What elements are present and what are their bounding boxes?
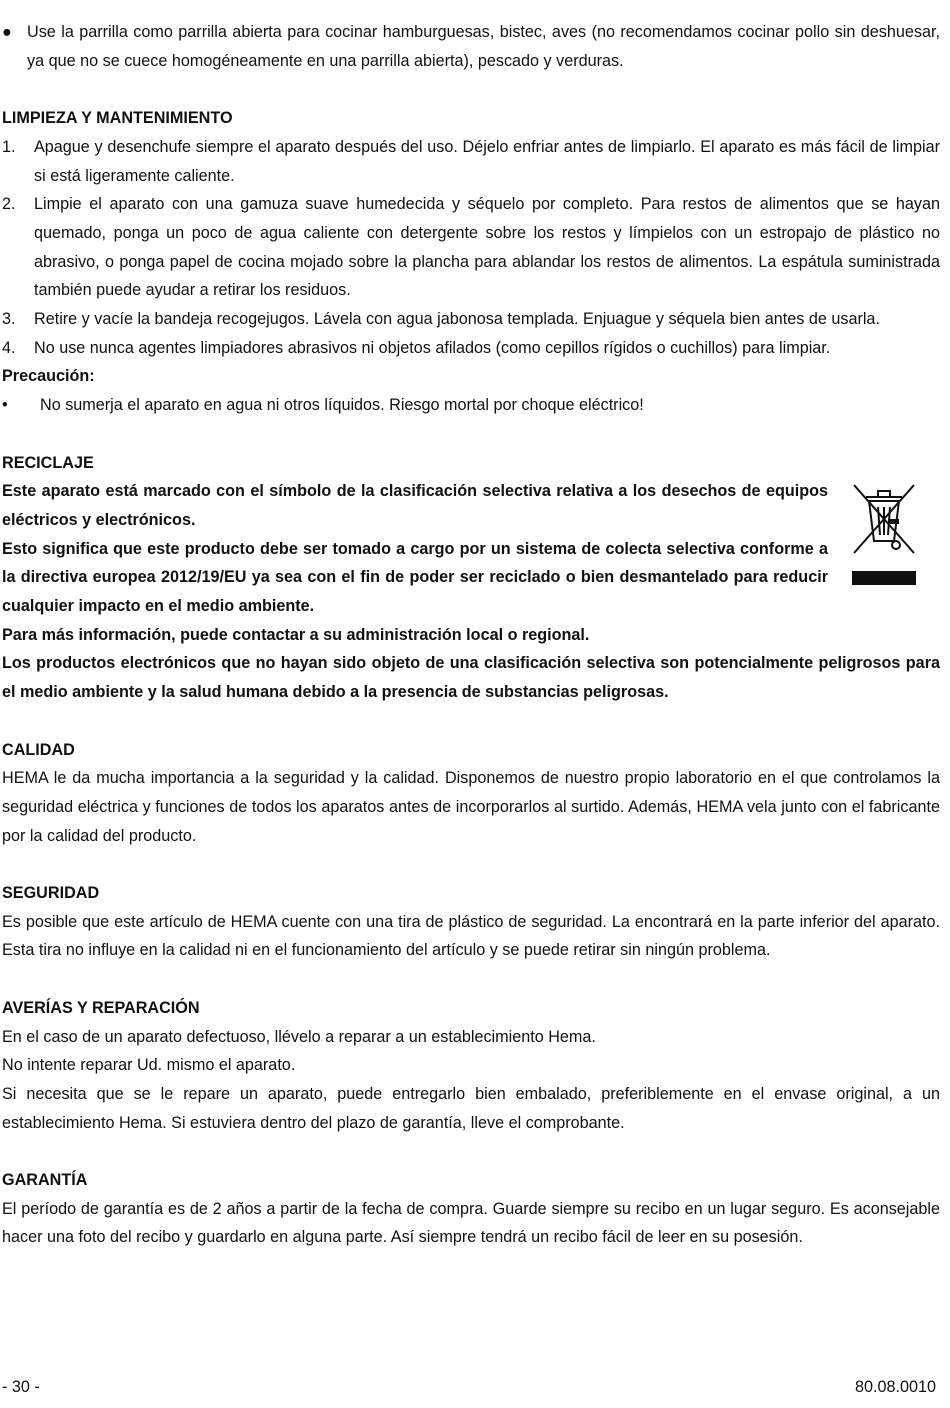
safety-heading: SEGURIDAD — [2, 884, 100, 903]
cleaning-item: 2. Limpie el aparato con una gamuza suave humedecida y séquelo por completo. Para restos de alimentos que se hayan quemado, ponga un poco de agua caliente con detergente sobre los restos y límpielos con un estropajo de plástico no abrasivo, o ponga papel de cocina mojado sobre la plancha para ablandar los restos de alimentos. La espátula suministrada también puede ayudar a retirar los residuos. — [2, 195, 940, 300]
intro-bullet — [2, 18, 940, 75]
bullet-dot: ● — [2, 23, 12, 41]
recycling-section — [2, 449, 940, 707]
caution-bullet — [2, 391, 940, 420]
repair-heading: AVERÍAS Y REPARACIÓN — [2, 998, 200, 1017]
recycling-paragraph: Para más información, puede contactar a su administración local o regional. — [2, 625, 590, 644]
intro-bullet-text: Use la parrilla como parrilla abierta para cocinar hamburguesas, bistec, aves (no recomendamos cocinar pollo sin deshuesar, ya que no se cuece homogéneamente en una parrilla abierta), pescado y verduras. — [27, 23, 940, 70]
caution-heading: Precaución: — [2, 367, 95, 386]
bullet-dot: • — [2, 396, 8, 415]
warranty-heading: GARANTÍA — [2, 1171, 88, 1190]
caution-text: No sumerja el aparato en agua ni otros líquidos. Riesgo mortal por choque eléctrico! — [40, 396, 644, 415]
recycling-paragraph: Los productos electrónicos que no hayan sido objeto de una clasificación selectiva son potencialmente peligrosos para el medio ambiente y la salud humana debido a la presencia de substancias peligrosas. — [2, 654, 940, 702]
cleaning-item: 3. Retire y vacíe la bandeja recogejugos. Lávela con agua jabonosa templada. Enjuague y séquela bien antes de usarla. — [2, 310, 880, 329]
recycling-paragraph: Este aparato está marcado con el símbolo de la clasificación selectiva relativa a los desechos de equipos eléctricos y electrónicos. — [2, 482, 828, 529]
quality-text: HEMA le da mucha importancia a la seguridad y la calidad. Disponemos de nuestro propio laboratorio en el que controlamos la seguridad eléctrica y funciones de todos los aparatos antes de incorporarlos al surtido. Además, HEMA vela junto con el fabricante por la calidad del producto. — [2, 769, 940, 845]
repair-text: Si necesita que se le repare un aparato, puede entregarlo bien embalado, preferiblemente en el envase original, a un establecimiento Hema. Si estuviera dentro del plazo de garantía, lleve el comprobante. — [2, 1084, 940, 1132]
document-page — [2, 18, 940, 1252]
safety-text: Es posible que este artículo de HEMA cuente con una tira de plástico de seguridad. La encontrará en la parte inferior del aparato. Esta tira no influye en la calidad ni en el funcionamiento del artículo y se puede retirar sin ningún problema. — [2, 912, 940, 960]
repair-text: En el caso de un aparato defectuoso, llévelo a reparar a un establecimiento Hema. — [2, 1027, 596, 1046]
cleaning-heading: LIMPIEZA Y MANTENIMIENTO — [2, 109, 233, 128]
cleaning-item: 4. No use nunca agentes limpiadores abrasivos ni objetos afilados (como cepillos rígidos o cuchillos) para limpiar. — [2, 338, 831, 357]
weee-crossed-bin-icon — [848, 479, 920, 591]
repair-text: No intente reparar Ud. mismo el aparato. — [2, 1056, 296, 1075]
recycling-paragraph: Esto significa que este producto debe ser tomado a cargo por un sistema de colecta selectiva conforme a la directiva europea 2012/19/EU ya sea con el fin de poder ser reciclado o bien desmantelado para reducir cualquier impacto en el medio ambiente. — [2, 539, 828, 616]
warranty-text: El período de garantía es de 2 años a partir de la fecha de compra. Guarde siempre su recibo en un lugar seguro. Es aconsejable hacer una foto del recibo y guardarlo en alguna parte. Así siempre tendrá un recibo fácil de leer en su posesión. — [2, 1199, 940, 1247]
quality-heading: CALIDAD — [2, 740, 75, 759]
recycling-heading: RECICLAJE — [2, 453, 94, 472]
cleaning-item: 1. Apague y desenchufe siempre el aparato después del uso. Déjelo enfriar antes de limpiarlo. El aparato es más fácil de limpiar si está ligeramente caliente. — [2, 137, 940, 185]
product-code: 80.08.0010 — [854, 1378, 936, 1396]
page-number: - 30 - — [2, 1378, 40, 1396]
